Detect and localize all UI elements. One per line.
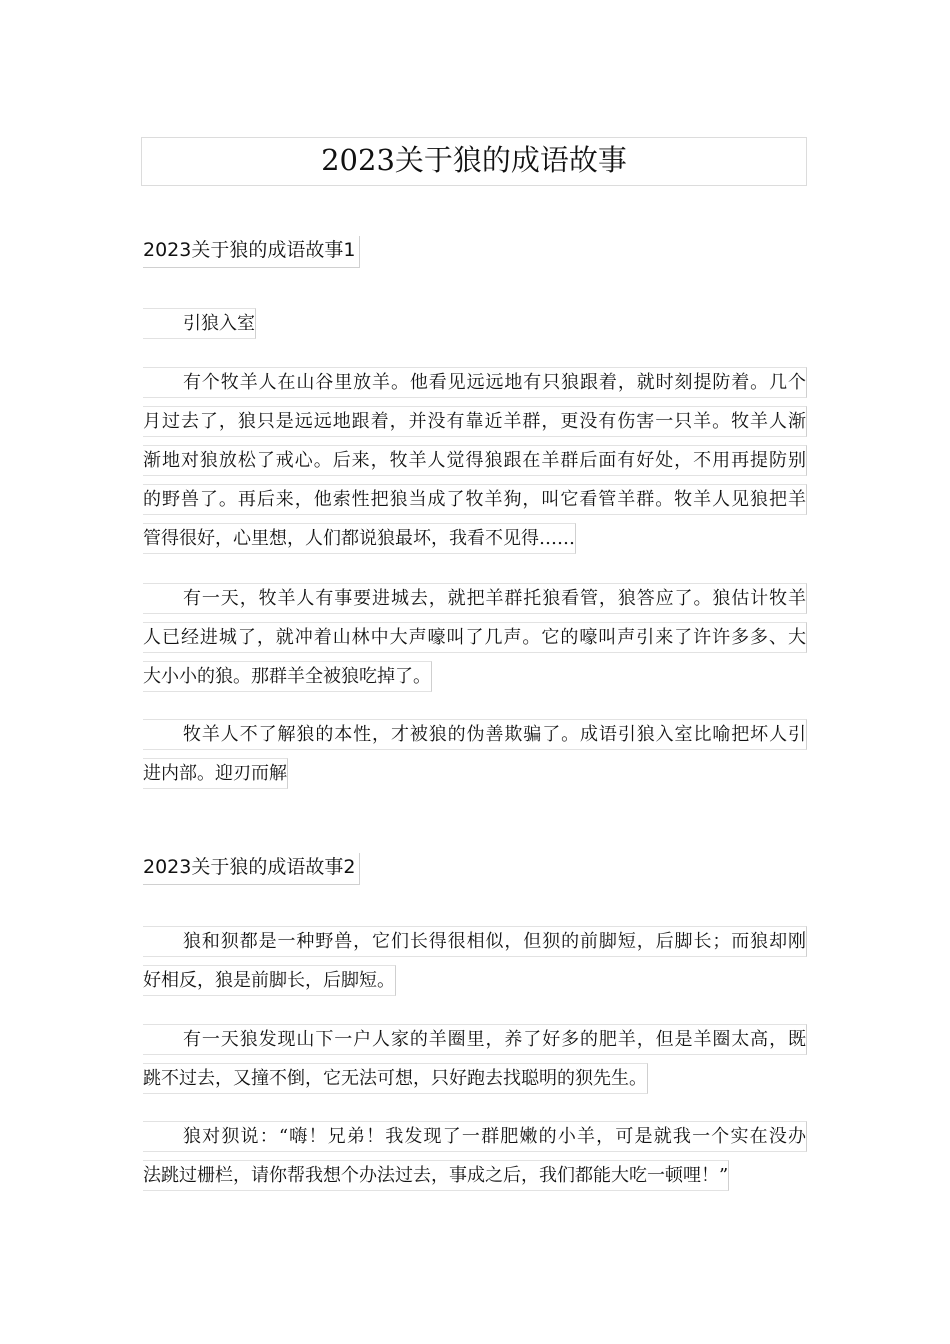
s1-p2-line: 人已经进城了，就冲着山林中大声嚎叫了几声。它的嚎叫声引来了许许多多、大 xyxy=(143,622,807,653)
s2-p3-line: 法跳过栅栏，请你帮我想个办法过去，事成之后，我们都能大吃一顿哩！” xyxy=(143,1160,729,1191)
s1-p1-line: 的野兽了。再后来，他索性把狼当成了牧羊狗，叫它看管羊群。牧羊人见狼把羊 xyxy=(143,484,807,515)
s1-p1-line: 有个牧羊人在山谷里放羊。他看见远远地有只狼跟着，就时刻提防着。几个 xyxy=(143,367,807,398)
document-title: 2023关于狼的成语故事 xyxy=(141,137,807,186)
s1-p3-line: 进内部。迎刃而解 xyxy=(143,758,288,789)
s2-p2-line: 有一天狼发现山下一户人家的羊圈里，养了好多的肥羊，但是羊圈太高，既 xyxy=(143,1024,807,1055)
s1-p2-line: 有一天，牧羊人有事要进城去，就把羊群托狼看管，狼答应了。狼估计牧羊 xyxy=(143,583,807,614)
s1-p3-line: 牧羊人不了解狼的本性，才被狼的伪善欺骗了。成语引狼入室比喻把坏人引 xyxy=(143,719,807,750)
section-1-subtitle: 引狼入室 xyxy=(143,308,256,339)
s2-p1-line: 好相反，狼是前脚长，后脚短。 xyxy=(143,965,396,996)
s1-p1-line: 管得很好，心里想，人们都说狼最坏，我看不见得…… xyxy=(143,523,576,554)
s1-p2-line: 大小小的狼。那群羊全被狼吃掉了。 xyxy=(143,661,432,692)
s2-p1-line: 狼和狈都是一种野兽，它们长得很相似，但狈的前脚短，后脚长；而狼却刚 xyxy=(143,926,807,957)
section-2-heading: 2023关于狼的成语故事2 xyxy=(143,853,360,885)
s2-p2-line: 跳不过去，又撞不倒，它无法可想，只好跑去找聪明的狈先生。 xyxy=(143,1063,648,1094)
s2-p3-line: 狼对狈说：“嗨！兄弟！我发现了一群肥嫩的小羊，可是就我一个实在没办 xyxy=(143,1121,807,1152)
s1-p1-line: 月过去了，狼只是远远地跟着，并没有靠近羊群，更没有伤害一只羊。牧羊人渐 xyxy=(143,406,807,437)
s1-p1-line: 渐地对狼放松了戒心。后来，牧羊人觉得狼跟在羊群后面有好处，不用再提防别 xyxy=(143,445,807,476)
section-1-heading: 2023关于狼的成语故事1 xyxy=(143,236,360,268)
